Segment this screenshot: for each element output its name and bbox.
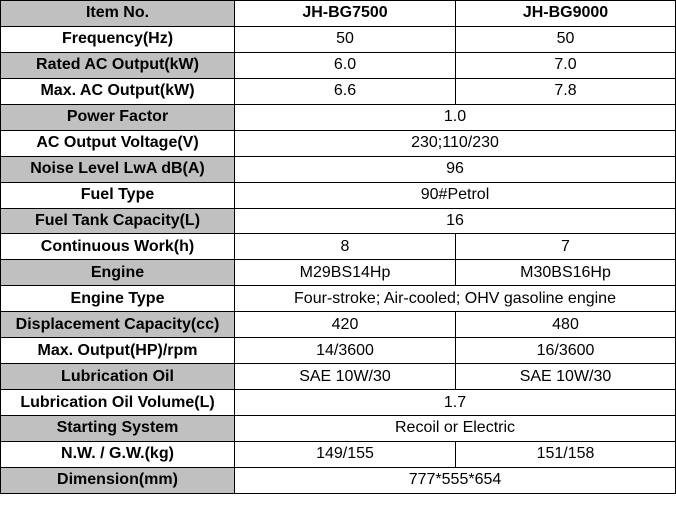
row-label: Rated AC Output(kW): [1, 52, 235, 78]
row-label: Power Factor: [1, 104, 235, 130]
row-value: 7.0: [456, 52, 676, 78]
header-row: [1, 1, 676, 27]
table-row: [1, 104, 676, 130]
row-label: Noise Level LwA dB(A): [1, 156, 235, 182]
table-row: [1, 467, 676, 493]
row-value: 7: [456, 234, 676, 260]
row-value: 16/3600: [456, 338, 676, 364]
row-value: 777*555*654: [235, 467, 676, 493]
row-label: Dimension(mm): [1, 467, 235, 493]
row-value: 1.0: [235, 104, 676, 130]
table-row: [1, 286, 676, 312]
row-value: 6.6: [235, 78, 456, 104]
table-row: [1, 416, 676, 442]
row-label: Displacement Capacity(cc): [1, 312, 235, 338]
row-value: 90#Petrol: [235, 182, 676, 208]
row-label: Lubrication Oil Volume(L): [1, 390, 235, 416]
row-label: N.W. / G.W.(kg): [1, 441, 235, 467]
row-label: Fuel Tank Capacity(L): [1, 208, 235, 234]
row-value: 149/155: [235, 441, 456, 467]
table-row: [1, 390, 676, 416]
row-value: Recoil or Electric: [235, 416, 676, 442]
spec-table-body: [1, 1, 676, 494]
row-label: Max. Output(HP)/rpm: [1, 338, 235, 364]
row-value: 96: [235, 156, 676, 182]
table-row: [1, 338, 676, 364]
row-value: 14/3600: [235, 338, 456, 364]
table-row: [1, 260, 676, 286]
header-item-no: Item No.: [1, 1, 235, 27]
table-row: [1, 182, 676, 208]
table-row: [1, 130, 676, 156]
row-label: Engine: [1, 260, 235, 286]
row-value: 50: [456, 26, 676, 52]
table-row: [1, 78, 676, 104]
row-label: Lubrication Oil: [1, 364, 235, 390]
row-label: Frequency(Hz): [1, 26, 235, 52]
row-value: M30BS16Hp: [456, 260, 676, 286]
row-value: 480: [456, 312, 676, 338]
table-row: [1, 208, 676, 234]
header-model-bg7500: JH-BG7500: [235, 1, 456, 27]
table-row: [1, 441, 676, 467]
row-label: Continuous Work(h): [1, 234, 235, 260]
row-label: Max. AC Output(kW): [1, 78, 235, 104]
table-row: [1, 312, 676, 338]
row-label: Starting System: [1, 416, 235, 442]
table-row: [1, 52, 676, 78]
table-row: [1, 156, 676, 182]
row-value: 230;110/230: [235, 130, 676, 156]
row-value: 50: [235, 26, 456, 52]
row-value: SAE 10W/30: [456, 364, 676, 390]
table-row: [1, 26, 676, 52]
row-value: 8: [235, 234, 456, 260]
row-value: 7.8: [456, 78, 676, 104]
row-value: 1.7: [235, 390, 676, 416]
row-value: 420: [235, 312, 456, 338]
row-value: 6.0: [235, 52, 456, 78]
header-model-bg9000: JH-BG9000: [456, 1, 676, 27]
row-label: Fuel Type: [1, 182, 235, 208]
row-value: M29BS14Hp: [235, 260, 456, 286]
row-value: Four-stroke; Air-cooled; OHV gasoline engine: [235, 286, 676, 312]
table-row: [1, 364, 676, 390]
row-value: SAE 10W/30: [235, 364, 456, 390]
row-label: Engine Type: [1, 286, 235, 312]
row-label: AC Output Voltage(V): [1, 130, 235, 156]
row-value: 16: [235, 208, 676, 234]
row-value: 151/158: [456, 441, 676, 467]
table-row: [1, 234, 676, 260]
